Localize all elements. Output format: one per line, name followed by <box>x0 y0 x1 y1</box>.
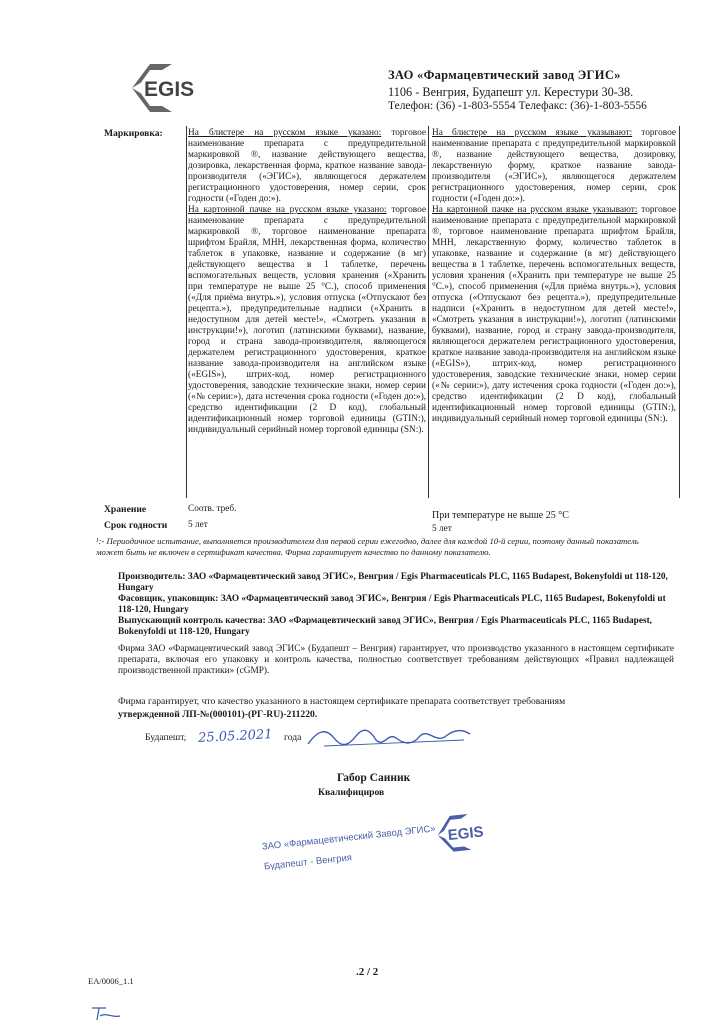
blister-heading-left: На блистере на русском языке указано: <box>188 128 382 138</box>
storage-left: Соотв. треб. <box>188 504 237 514</box>
page-number: .2 / 2 <box>356 966 379 978</box>
signature <box>304 724 474 752</box>
document-id: EA/0006_1.1 <box>88 976 134 986</box>
svg-text:EGIS: EGIS <box>144 78 195 101</box>
shelf-life-label: Срок годности <box>104 520 168 531</box>
manufacturer-line: Производитель: ЗАО «Фармацевтический завод ЭГИС», Венгрия / Egis Pharmaceuticals PLC, 1165 Budapest, Bokenyfoldi ut 118-120, Hungary <box>118 572 668 593</box>
marking-right-cell <box>432 128 676 425</box>
blister-heading-right: На блистере на русском языке указывают: <box>432 128 633 138</box>
conformity-line: Фирма гарантирует, что качество указанного в настоящем сертификате препарата соответствует требованиям <box>118 696 566 707</box>
carton-text-left: торговое наименование препарата с предупредительной маркировкой ®, торговое наименование препарата шрифтом Брайля, МНН, лекарственная форма, количество таблеток в упаковке, название и содержание (в мг) действующего вещества в 1 таблетке, перечень вспомогательных веществ, условия хранения («Хранить при температуре не выше 25 °С.), способ применения («Для приёма внутрь.»), условия отпуска («Отпускают без рецепта.»), предупредительные надписи («Хранить в недоступном для детей месте!», «Смотреть указания в инструкции!»), логотип (латинскими буквами), название, город и страна завода-производителя, являющегося держателем регистрационного удостоверения, краткое название завода-производителя на английском языке («EGIS»), штрих-код, номер регистрационного удостоверения, заводские технические знаки, номер серии («№ серии:»), дата истечения срока годности («Годен до:»), средство идентификации (2 D код), глобальный идентификационный номер торговой единицы (GTIN:), индивидуальный серийный номер торговой единицы (SN:). <box>188 205 427 435</box>
storage-right: При температуре не выше 25 °С <box>432 510 569 521</box>
blister-text-left: торговое наименование препарата с предупредительной маркировкой ®, название действующего вещества, дозировка, лекарственная форма, краткое название завода-производителя («ЭГИС»), являющегося держателем регистрационного удостоверения, номер серии, срок годности («Годен до:»). <box>188 128 426 204</box>
signer-role: Квалифициров <box>318 787 385 798</box>
specification-table <box>100 126 680 544</box>
svg-text:EGIS: EGIS <box>446 823 485 845</box>
manufacturer-block <box>118 572 674 638</box>
company-phones: Телефон: (36) -1-803-5554 Телефакс: (36)-1-803-5556 <box>388 100 647 112</box>
carton-heading-right: На картонной пачке на русском языке указывают: <box>432 205 638 215</box>
carton-text-right: торговое наименование препарата с предупредительной маркировкой ®, торговое наименование препарата шрифтом Брайля, МНН, лекарственную форму, количество таблеток в упаковке, название и содержание (в мг) действующего вещества в 1 таблетке, перечень вспомогательных веществ, условия хранения («Хранить при температуре не выше 25 °С.»), способ применения («Для приёма внутрь.»), условия отпуска («Отпускают без рецепта.»), предупредительные надписи («Хранить в недоступном для детей месте!», «Смотреть указания в инструкции!»), логотип (латинскими буквами), название, город и страну завода-производителя, являющегося держателем регистрационного удостоверения, краткое название завода-производителя на английском языке («EGIS»), штрих-код, номер регистрационного удостоверения, заводские технические знаки, номер серии («№ серии:»), дату истечения срока годности («Годен до:»), средство идентификации (2 D код), глобальный идентификационный номер торговой единицы (GTIN:), индивидуальный серийный номер торговой единицы (SN:). <box>432 205 676 424</box>
svg-text:Будапешт - Венгрия: Будапешт - Венгрия <box>263 852 353 870</box>
footnote: ¹:- Периодичное испытание, выполняется производителем для первой серии ежегодно, далее для каждой 10-й серии, поэтому данный показатель может быть не включен в сертификат качества. Фирма гарантирует качество по данному показателю. <box>96 536 639 557</box>
company-name: ЗАО «Фармацевтический завод ЭГИС» <box>388 68 621 82</box>
carton-heading-left: На картонной пачке на русском языке указано: <box>188 205 387 215</box>
place-label: Будапешт, <box>145 732 187 743</box>
release-control-line: Выпускающий контроль качества: ЗАО «Фармацевтический завод ЭГИС», Венгрия / Egis Pharmaceuticals PLC, 1165 Budapest, Bokenyfoldi ut 118-120, Hungary <box>118 616 653 637</box>
svg-text:ЗАО «Фармацевтический Завод ЭГ: ЗАО «Фармацевтический Завод ЭГИС» <box>261 823 437 853</box>
conformity-statement <box>118 695 678 721</box>
storage-label: Хранение <box>104 504 147 515</box>
signer-name: Габор Саиник <box>337 772 411 784</box>
company-stamp <box>248 812 498 870</box>
svg-text:25.05.2021: 25.05.2021 <box>197 727 273 746</box>
egis-logo <box>110 58 210 118</box>
gmp-statement: Фирма ЗАО «Фармацевтический завод ЭГИС» (Будапешт – Венгрия) гарантирует, что производство указанного в настоящем сертификате препарата, включая его упаковку и контроль качества, полностью соответствует требованиям действующих «Правил надлежащей производственной практики» (cGMP). <box>118 644 674 676</box>
packager-line: Фасовщик, упаковщик: ЗАО «Фармацевтический завод ЭГИС», Венгрия / Egis Pharmaceuticals PLC, 1165 Budapest, Bokenyfoldi ut 118-120, Hungary <box>118 594 666 615</box>
initials-mark <box>86 1004 134 1022</box>
handwritten-date <box>196 722 276 746</box>
registration-number: утвержденной ЛП-№(000101)-(РГ-RU)-211220. <box>118 709 318 720</box>
year-word: года <box>284 732 302 743</box>
shelf-life-right: 5 лет <box>432 524 452 534</box>
marking-left-cell <box>188 128 426 436</box>
shelf-life-left: 5 лет <box>188 520 208 530</box>
blister-text-right: торговое наименование препарата с предупредительной маркировкой ®, название действующего вещества, дозировку, лекарственную форму, краткое название завода-производителя («ЭГИС»), являющегося держателем регистрационного удостоверения, номер серии, срок годности («Годен до:»). <box>432 128 676 204</box>
marking-label: Маркировка: <box>104 128 163 139</box>
company-address: 1106 - Венгрия, Будапешт ул. Керестури 30-38. <box>388 85 634 99</box>
